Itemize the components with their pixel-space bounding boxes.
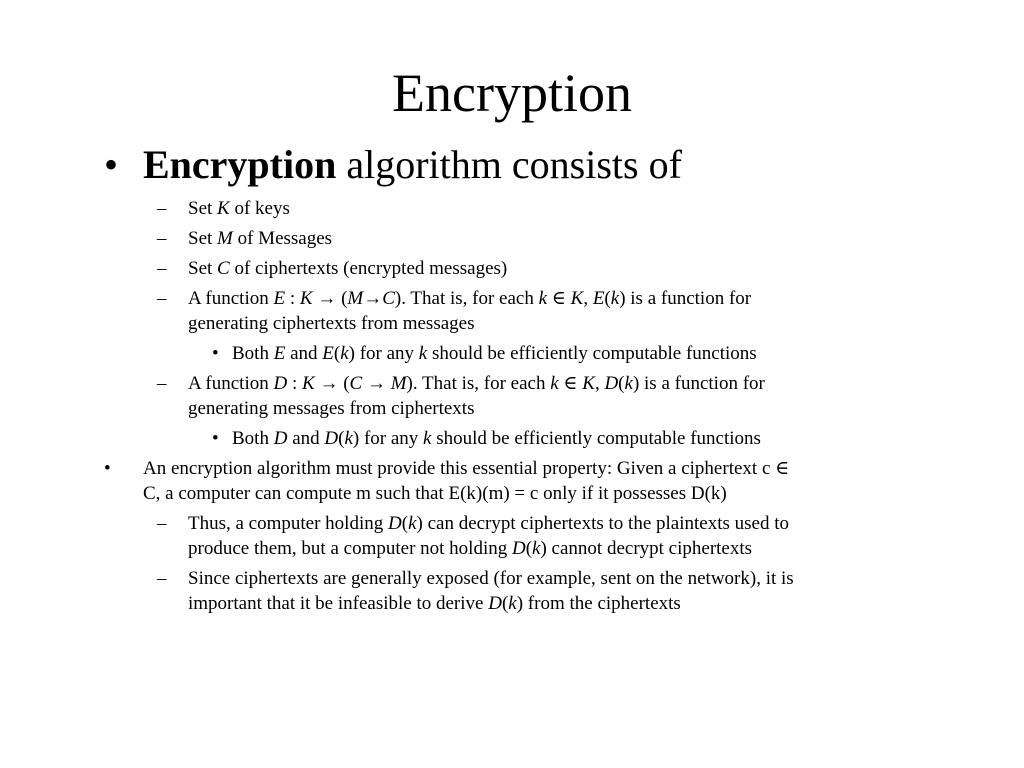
text: Both xyxy=(232,428,274,449)
text: of Messages xyxy=(232,228,333,249)
text: Set xyxy=(188,258,218,279)
math-var: k xyxy=(508,593,517,614)
text: → xyxy=(362,373,391,394)
text: ) for any xyxy=(352,428,424,449)
text: : xyxy=(285,288,300,309)
text: ( xyxy=(501,593,509,614)
math-var: M xyxy=(390,373,407,394)
bullet-text: algorithm consists of xyxy=(336,142,682,187)
math-var: K xyxy=(570,288,584,309)
text: : xyxy=(287,373,303,394)
math-var: D xyxy=(273,373,288,394)
dash-marker: – xyxy=(157,288,167,309)
text: ). That is, for each xyxy=(406,373,551,394)
bullet-marker: • xyxy=(212,343,219,364)
dash-marker: – xyxy=(157,198,167,219)
dash-marker: – xyxy=(157,513,167,534)
sub-item-infeasible-cont xyxy=(188,592,681,616)
bullet-essential-property: An encryption algorithm must provide this essential property: Given a ciphertext c ∈ xyxy=(143,458,790,479)
text: Set xyxy=(188,198,218,219)
math-var: K xyxy=(582,373,595,394)
math-var: K xyxy=(302,373,315,394)
text: ) cannot decrypt ciphertexts xyxy=(540,538,753,559)
math-var: k xyxy=(418,343,428,364)
sub-item-set-k xyxy=(188,197,290,221)
math-var: k xyxy=(423,428,432,449)
dash-marker: – xyxy=(157,373,167,394)
text: A function xyxy=(188,288,274,309)
text: ) is a function for xyxy=(632,373,765,394)
text: ) can decrypt ciphertexts to the plaintexts used to xyxy=(416,513,789,534)
math-var: E xyxy=(273,288,286,309)
math-var: E xyxy=(592,288,605,309)
sub-item-decrypt-cont xyxy=(188,537,752,561)
text: → ( xyxy=(314,373,350,394)
math-var: D xyxy=(488,593,502,614)
text: produce them, but a computer not holding xyxy=(188,538,512,559)
math-var: k xyxy=(538,288,548,309)
text: ( xyxy=(604,288,611,309)
text: important that it be infeasible to derive xyxy=(188,593,489,614)
math-var: k xyxy=(340,343,349,364)
text: and xyxy=(285,343,323,364)
text: ( xyxy=(333,343,341,364)
math-var: K xyxy=(217,198,230,219)
math-var: D xyxy=(511,538,526,559)
math-var: k xyxy=(550,373,559,394)
math-var: K xyxy=(299,288,313,309)
dash-marker: – xyxy=(157,258,167,279)
sub-bullet-d-computable xyxy=(232,427,761,451)
math-var: k xyxy=(408,513,417,534)
math-var: C xyxy=(382,288,395,309)
text: → ( xyxy=(312,288,348,309)
math-var: k xyxy=(624,373,633,394)
text: ). That is, for each xyxy=(394,288,539,309)
text: and xyxy=(287,428,325,449)
bullet-encryption-algorithm xyxy=(143,142,682,188)
bullet-essential-property-cont: C, a computer can compute m such that E(k)(m) = c only if it possesses D(k) xyxy=(143,483,727,504)
bold-term: Encryption xyxy=(143,142,337,187)
text: ( xyxy=(525,538,533,559)
math-var: E xyxy=(273,343,286,364)
text: Set xyxy=(188,228,218,249)
sub-item-function-d-cont: generating messages from ciphertexts xyxy=(188,398,475,419)
math-var: C xyxy=(217,258,230,279)
text: ) is a function for xyxy=(619,288,752,309)
math-var: C xyxy=(349,373,363,394)
bullet-marker: • xyxy=(104,142,119,187)
text: of keys xyxy=(229,198,290,219)
text: Both xyxy=(232,343,274,364)
text: ( xyxy=(338,428,345,449)
text: should be efficiently computable functions xyxy=(431,428,761,449)
math-var: D xyxy=(273,428,288,449)
sub-bullet-e-computable xyxy=(232,342,757,366)
sub-item-decrypt xyxy=(188,512,789,536)
sub-item-infeasible: Since ciphertexts are generally exposed (for example, sent on the network), it is xyxy=(188,568,794,589)
text: ( xyxy=(618,373,625,394)
math-var: M xyxy=(217,228,233,249)
math-var: k xyxy=(344,428,353,449)
text: should be efficiently computable functions xyxy=(427,343,757,364)
slide-title: Encryption xyxy=(392,63,632,123)
sub-item-function-e-cont: generating ciphertexts from messages xyxy=(188,313,475,334)
math-var: D xyxy=(604,373,619,394)
text: ) for any xyxy=(348,343,419,364)
math-var: D xyxy=(388,513,402,534)
text: ( xyxy=(401,513,409,534)
text: , xyxy=(594,373,605,394)
sub-item-set-m xyxy=(188,227,332,251)
dash-marker: – xyxy=(157,568,167,589)
dash-marker: – xyxy=(157,228,167,249)
bullet-marker: • xyxy=(104,458,111,479)
math-var: E xyxy=(322,343,334,364)
text: , xyxy=(583,288,593,309)
math-var: k xyxy=(532,538,541,559)
bullet-marker: • xyxy=(212,428,219,449)
text: ∈ xyxy=(547,288,571,309)
math-var: D xyxy=(324,428,339,449)
math-var: M xyxy=(347,288,364,309)
sub-item-set-c xyxy=(188,257,507,281)
sub-item-function-e xyxy=(188,287,751,311)
text: → xyxy=(363,288,383,309)
sub-item-function-d xyxy=(188,372,765,396)
text: A function xyxy=(188,373,274,394)
text: ) from the ciphertexts xyxy=(516,593,681,614)
text: of ciphertexts (encrypted messages) xyxy=(229,258,508,279)
math-var: k xyxy=(610,288,620,309)
text: Thus, a computer holding xyxy=(188,513,388,534)
text: ∈ xyxy=(558,373,583,394)
